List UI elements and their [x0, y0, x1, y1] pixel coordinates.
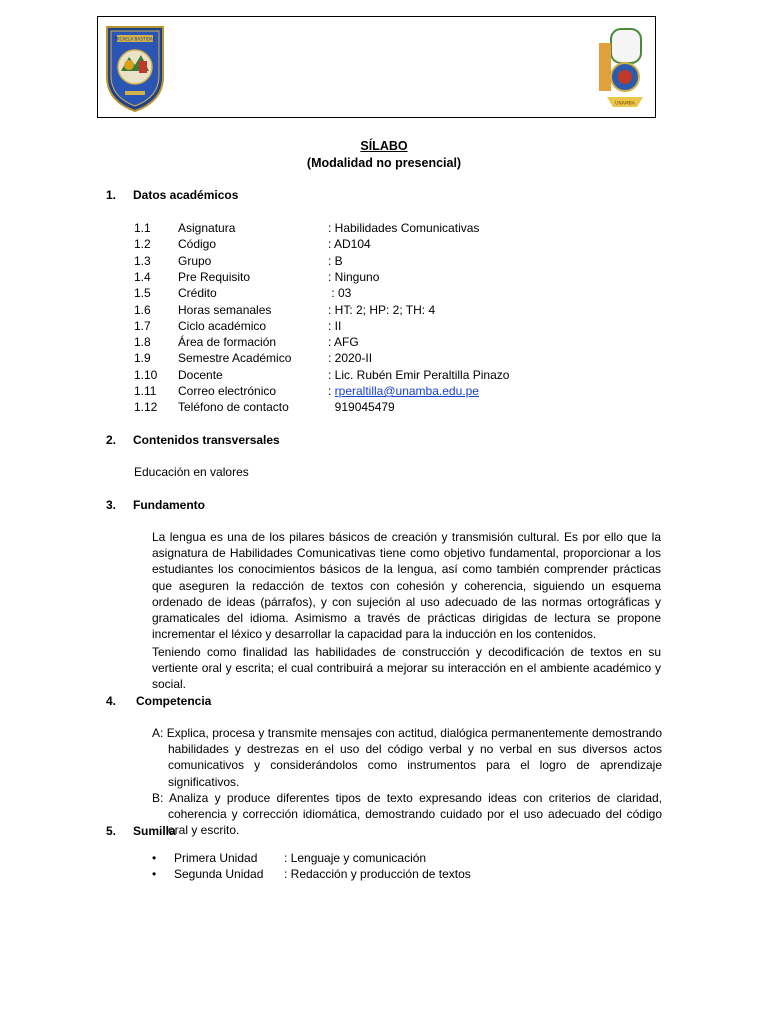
faculty-logo [597, 25, 649, 111]
section-1-number: 1. [106, 188, 117, 202]
section-5-number: 5. [106, 824, 117, 838]
section-4-number: 4. [106, 694, 117, 708]
bullet-icon: • [152, 867, 157, 881]
logo-left-banner-text: MICAELA BASTIDAS [114, 36, 156, 42]
row-value: : Habilidades Comunicativas [328, 221, 480, 235]
row-number: 1.2 [134, 237, 151, 252]
row-number: 1.11 [134, 384, 157, 398]
section-2-title: Contenidos transversales [133, 433, 280, 447]
row-number: 1.6 [134, 302, 151, 317]
sumilla-unit: Primera Unidad [174, 851, 258, 865]
sumilla-unit: Segunda Unidad [174, 867, 264, 881]
row-number: 1.4 [134, 269, 151, 284]
row-number: 1.12 [134, 400, 158, 415]
row-key: Crédito [178, 286, 217, 301]
row-key: Horas semanales [178, 302, 272, 317]
fundamento-paragraph-1: La lengua es una de los pilares básicos de creación y transmisión cultural. Es por ello que la asignatura de Habilidades Comunicativas tiene como objetivo fundamental, proporcionar a los estudiantes los conocimientos básicos de la lengua, así como también comprender prácticas que aseguren la redacción de textos con cohesión y coherencia, siguiendo un esquema ordenado de ideas (párrafos), y con sujeción al uso adecuado de las normas ortográficas y gramaticales del idioma. Asimismo a través de prácticas dirigidas de lectura se propone incrementar el léxico y desarrollar la capacidad para la inducción en los contenidos. [152, 530, 661, 642]
contenidos-text: Educación en valores [134, 465, 249, 479]
section-4-title: Competencia [136, 694, 212, 708]
competencia-b: B: Analiza y produce diferentes tipos de texto expresando ideas con criterios de claridad, coherencia y corrección idiomática, demostrando cuidado por el uso adecuado del código oral y escrito. [152, 790, 662, 838]
row-value: : AFG [328, 335, 359, 350]
row-value: : AD104 [328, 237, 371, 252]
university-shield-logo [103, 21, 167, 113]
row-value: : II [328, 318, 342, 333]
header-box [97, 16, 656, 118]
row-key: Correo electrónico [178, 384, 277, 398]
row-key: Ciclo académico [178, 318, 267, 333]
row-key: Área de formación [178, 335, 277, 350]
logo-right-text: UNAMBA [615, 101, 635, 107]
competencia-a: A: Explica, procesa y transmite mensajes con actitud, dialógica permanentemente demostrando habilidades y destrezas en el uso del código verbal y no verbal en sus diversos actos comunicativos y considerándolos como instrumentos para el logro de aprendizaje significativos. [152, 726, 662, 789]
row-value: : 03 [328, 286, 352, 301]
row-key: Grupo [178, 253, 212, 268]
row-key: Pre Requisito [178, 269, 251, 284]
email-prefix: : [328, 384, 335, 398]
row-number: 1.7 [134, 318, 151, 333]
section-5-title: Sumilla [133, 824, 176, 838]
title-main: SÍLABO [360, 139, 408, 153]
row-number: 1.3 [134, 253, 151, 268]
row-number: 1.9 [134, 351, 151, 366]
email-link[interactable]: rperaltilla@unamba.edu.pe [334, 384, 479, 398]
page-title [0, 139, 768, 153]
row-value [328, 383, 479, 399]
section-2-number: 2. [106, 433, 117, 447]
section-3-number: 3. [106, 498, 117, 512]
row-number: 1.10 [134, 367, 158, 382]
row-number: 1.8 [134, 335, 151, 350]
sumilla-topic: : Lenguaje y comunicación [284, 851, 427, 865]
competencia-list [152, 725, 662, 838]
bullet-icon: • [152, 851, 157, 865]
section-1-title: Datos académicos [133, 188, 239, 202]
row-key: Asignatura [178, 221, 236, 235]
row-value: : HT: 2; HP: 2; TH: 4 [328, 302, 436, 317]
row-key: Semestre Académico [178, 351, 292, 366]
row-value: : Lic. Rubén Emir Peraltilla Pinazo [328, 367, 510, 382]
row-value: 919045479 [328, 400, 395, 415]
sumilla-topic: : Redacción y producción de textos [284, 867, 471, 881]
row-key: Docente [178, 367, 223, 382]
row-value: : B [328, 253, 343, 268]
row-value: : Ninguno [328, 269, 380, 284]
row-value: : 2020-II [328, 351, 373, 366]
fundamento-paragraph-2: Teniendo como finalidad las habilidades de construcción y decodificación de textos en su vertiente oral y escrita; el cual contribuirá a mejorar su interacción en el ambiente académico y social. [152, 645, 661, 692]
row-key: Teléfono de contacto [178, 400, 289, 415]
page-subtitle: (Modalidad no presencial) [306, 156, 462, 170]
section-3-title: Fundamento [133, 498, 205, 512]
row-number: 1.1 [134, 221, 151, 235]
row-number: 1.5 [134, 286, 151, 301]
row-key: Código [178, 237, 217, 252]
